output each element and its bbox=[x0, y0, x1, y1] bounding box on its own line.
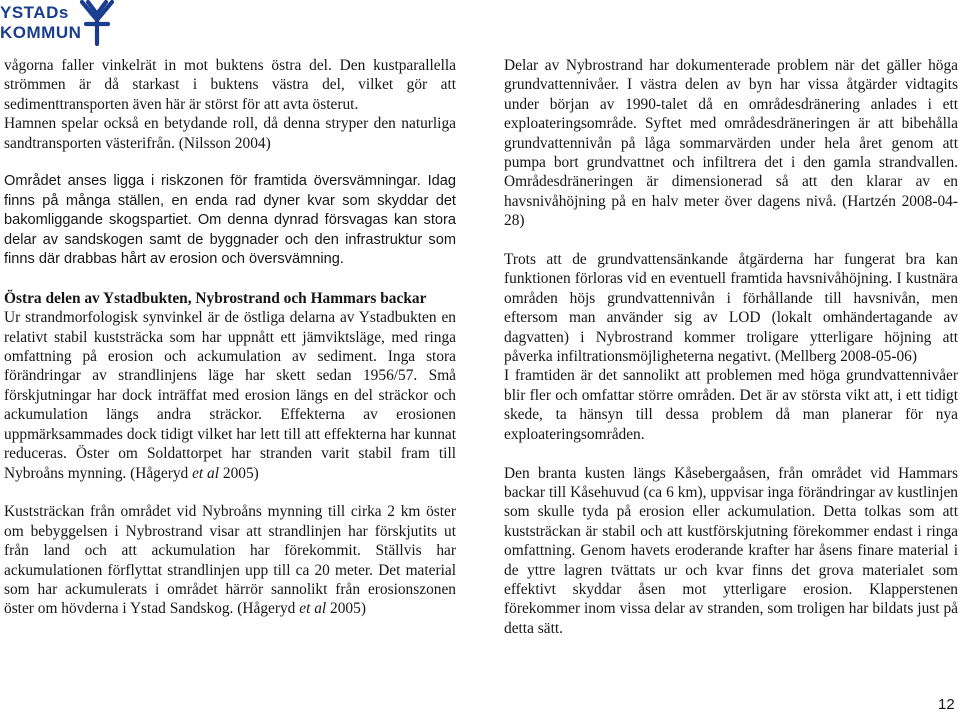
section-heading: Östra delen av Ystadbukten, Nybrostrand och Hammars backar bbox=[4, 289, 427, 307]
paragraph-text: Kuststräckan från området vid Nybroåns mynning till cirka 2 km öster om bebyggelsen i Nybrostrand visar att strandlinjen har förskjutits ut från land och att ackumulation har förekommit. Ställvis har ackumulationen förflyttat strandlinjen upp till ca 20 meter. Det material som har ackumulerats i området härrör sannolikt från erosionszonen öster om hövderna i Ystad Sandskog. (Hågeryd bbox=[4, 503, 456, 618]
logo-text bbox=[0, 3, 81, 43]
paragraph: Trots att de grundvattensänkande åtgärderna har fungerat bra kan funktionen förloras vid en eventuell framtida havsnivåhöjning. I kustnära områden höjs grundvattennivån i förhållande till havsnivån, men eftersom man använder sig av LOD (lokalt omhändertagande av dagvatten) i Nybrostrand kommer troligare ytterligare höjning att påverka infiltrationsmöjligheterna negativt. (Mellberg 2008-05-06) bbox=[504, 251, 958, 366]
paragraph bbox=[4, 502, 456, 618]
paragraph bbox=[4, 308, 456, 483]
paragraph-text: 2005) bbox=[330, 600, 366, 618]
paragraph-text: 2005) bbox=[222, 464, 259, 482]
paragraph: vågorna faller vinkelrät in mot buktens östra del. Den kustparallella strömmen är då starkast i buktens västra del, vilket gör att sedimenttransporten även här är störst för att avta österut. bbox=[4, 57, 456, 113]
coat-of-arms-icon bbox=[77, 0, 117, 46]
left-column bbox=[4, 56, 456, 619]
italic-text: et al bbox=[192, 464, 220, 482]
paragraph: Området anses ligga i riskzonen för framtida översvämningar. Idag finns på många ställen, en enda rad dyner kvar som skyddar det bakomliggande skogspartiet. Om denna dynrad försvagas kan stora delar av sandskogen samt de byggnader och den infrastruktur som finns där drabbas hårt av erosion och översvämning. bbox=[4, 173, 456, 268]
italic-text: et al bbox=[299, 600, 327, 618]
page-number: 12 bbox=[938, 696, 955, 713]
paragraph-text: Ur strandmorfologisk synvinkel är de östliga delarna av Ystadbukten en relativt stabil kuststräcka som har uppnått ett jämviktsläge, med ringa omfattning på erosion och ackumulation av sediment. Inga stora förändringar av strandlinjens läge har skett sedan 1956/57. Små förskjutningar har dock inträffat med erosion längs en del sträckor och ackumulation längs andra sträckor. Effekterna av erosionen uppmärksammades dock tidigt vilket har lett till att effekterna har kunnat reduceras. Öster om Soldattorpet har stranden varit stabil fram till Nybroåns mynning. (Hågeryd bbox=[4, 309, 456, 482]
ystad-kommun-logo bbox=[0, 0, 120, 48]
right-column bbox=[504, 56, 958, 638]
paragraph: I framtiden är det sannolikt att problemen med höga grundvattennivåer blir fler och omfattar större områden. Det är av största vikt att, i ett tidigt skede, ta hänsyn till dessa problem då man planerar för nya exploateringsområden. bbox=[504, 367, 958, 443]
paragraph: Den branta kusten längs Kåsebergaåsen, från området vid Hammars backar till Kåsehuvud (ca 6 km), uppvisar inga förändringar av kustlinjen som skulle tyda på erosion eller ackumulation. Detta tolkas som att kuststräckan är stabil och att kustförskjutning förekommer endast i ringa omfattning. Genom havets eroderande krafter har åsens finare material i de yttre lagren tvättats ur och kvar finns det grova materialet som effektivt skyddar åsen mot ytterligare erosion. Klapperstenen förekommer inom vissa delar av stranden, som troligen har bildats just på detta sätt. bbox=[504, 464, 958, 637]
paragraph: Hamnen spelar också en betydande roll, då denna stryper den naturliga sandtransporten västerifrån. (Nilsson 2004) bbox=[4, 115, 456, 152]
logo-line-2: KOMMUN bbox=[0, 23, 82, 42]
paragraph: Delar av Nybrostrand har dokumenterade problem när det gäller höga grundvattennivåer. I västra delen av byn har vissa åtgärder vidtagits under början av 1990-talet då en områdesdränering anlades i ett exploateringsområde. Syftet med områdesdräneringen är att bibehålla grundvattennivån på låga sommarvärden under hela året genom att pumpa bort grundvattnet och infiltrera det i den gamla strandvallen. Områdesdräneringen är dimensionerad så att den klarar av en havsnivåhöjning på en halv meter över dagens nivå. (Hartzén 2008-04-28) bbox=[504, 57, 958, 230]
logo-line-1: YSTADs bbox=[0, 3, 69, 22]
